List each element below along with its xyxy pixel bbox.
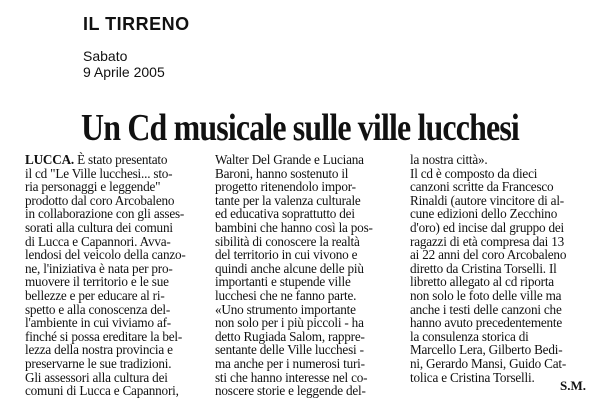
article-line-text: d'oro) ed incise dal gruppo dei [410,219,565,235]
article-line-text: sti che hanno interesse nel co- [215,369,368,385]
article-line [25,153,195,167]
article-line [25,207,195,221]
article-line-text: tolica e Cristina Torselli. [410,369,535,385]
article-line-text: bambini che hanno così la pos- [215,219,373,235]
article-line [25,248,195,262]
article-line [25,235,195,249]
article-line [215,384,395,398]
article-line-text: «Uno strumento importante [215,301,356,317]
article-line-text: spetto e alla conoscenza del- [25,301,171,317]
article-line [215,357,395,371]
article-line [410,153,590,167]
article-line [410,357,590,371]
article-line [410,275,590,289]
article-line-text: ne, l'iniziativa è nata per pro- [25,260,173,276]
article-line-text: ma anche per i numerosi turi- [215,355,365,371]
article-line-text: tante per la valenza culturale [215,192,361,208]
article-line-text: del territorio in cui vivono e [215,247,358,263]
article-line [215,167,395,181]
article-line [215,343,395,357]
article-line [25,262,195,276]
article-line-text: in collaborazione con gli asses- [25,206,185,222]
article-line [410,289,590,303]
article-column-1 [25,153,195,398]
article-line [215,316,395,330]
newspaper-name: IL TIRRENO [83,14,190,34]
article-line-text: ed educativa soprattutto dei [215,206,355,222]
article-line-text: sorati alla cultura dei comuni [25,219,173,235]
article-line [410,248,590,262]
article-line [25,167,195,181]
article-line-text: di Lucca e Capannori. Avva- [25,233,171,249]
article-line [215,221,395,235]
article-line-text: importanti e stupende ville [215,274,351,290]
article-line [410,167,590,181]
article-line [410,221,590,235]
article-line [25,384,195,398]
article-line [215,262,395,276]
article-line-text: diretto da Cristina Torselli. Il [410,260,557,276]
article-line [25,343,195,357]
article-line [410,180,590,194]
article-line-text: non solo per i più piccoli - ha [215,315,364,331]
article-line [215,207,395,221]
article-line-text: ai 22 anni del coro Arcobaleno [410,247,567,263]
article-line-text: lendosi del veicolo della canzo- [25,247,186,263]
article-column-2 [215,153,395,398]
article-line [410,316,590,330]
article-line [25,330,195,344]
article-line-text: sibilità di conoscere la realtà [215,233,360,249]
article-line [25,194,195,208]
article-line-text: Marcello Lera, Gilberto Bedi- [410,342,563,358]
article-line-text: finché si possa ereditare la bel- [25,328,183,344]
article-line-text: anche i testi delle canzoni che [410,301,562,317]
article-line [215,303,395,317]
article-line [25,357,195,371]
article-line [25,303,195,317]
article-line-text: il cd "Le Ville lucchesi... sto- [25,165,173,181]
article-line-text: la consulenza storica di [410,328,529,344]
article-line-text: sentante delle Ville lucchesi - [215,342,364,358]
article-line [215,248,395,262]
article-line-text: muovere il territorio e le sue [25,274,169,290]
article-line-text: bellezze e per educare al ri- [25,287,165,303]
article-line-text: È stato presentato [77,152,168,167]
article-line [25,275,195,289]
article-line-text: quindi anche alcune delle più [215,260,364,276]
article-line-text: la nostra città». [410,152,488,167]
article-line-text: comuni di Lucca e Capannori, [25,383,179,399]
article-line-text: libretto allegato al cd riporta [410,274,554,290]
article-line [410,207,590,221]
article-line [25,289,195,303]
article-line-text: Baroni, hanno sostenuto il [215,165,349,181]
article-line [410,343,590,357]
article-line-text: hanno avuto precedentemente [410,315,563,331]
article-line [215,289,395,303]
article-line-text: cune edizioni dello Zecchino [410,206,558,222]
article-line [25,316,195,330]
article-line [215,235,395,249]
author-signature: S.M. [560,378,586,393]
article-line-text: ragazzi di età compresa dai 13 [410,233,565,249]
article-line [215,153,395,167]
article-line-text: l'ambiente in cui viviamo af- [25,315,171,331]
article-line [25,221,195,235]
article-line [410,262,590,276]
article-line-text: Gli assessori alla cultura dei [25,369,168,385]
article-line-text: preservarne le sue tradizioni. [25,355,172,371]
article-line-text: Walter Del Grande e Luciana [215,152,364,167]
article-line [410,194,590,208]
article-line-text: ni, Gerardo Mansi, Guido Cat- [410,355,567,371]
article-dateline: LUCCA. [25,152,74,167]
article-line-text: detto Rugiada Salom, rappre- [215,328,365,344]
article-line [215,194,395,208]
article-line [215,275,395,289]
article-line [215,330,395,344]
article-line-text: noscere storie e leggende del- [215,383,366,399]
article-line [410,303,590,317]
article-line-text: progetto ritenendolo impor- [215,179,356,195]
article-column-3 [410,153,590,384]
publication-date: 9 Aprile 2005 [83,64,165,80]
article-line-text: prodotto dal coro Arcobaleno [25,192,175,208]
article-line-text: non solo le foto delle ville ma [410,287,562,303]
article-line [215,371,395,385]
article-line-text: ria personaggi e leggende" [25,179,161,195]
article-line-text: lucchesi che ne fanno parte. [215,287,357,303]
article-line [410,330,590,344]
article-line [410,235,590,249]
publication-weekday: Sabato [83,48,128,64]
article-line-text: Il cd è composto da dieci [410,165,538,181]
article-line [25,180,195,194]
article-line-text: Rinaldi (autore vincitore di al- [410,192,564,208]
article-line [215,180,395,194]
article-line-text: canzoni scritte da Francesco [410,179,554,195]
article-line [25,371,195,385]
article-headline: Un Cd musicale sulle ville lucchesi [81,107,519,149]
article-line-text: lezza della nostra provincia e [25,342,173,358]
